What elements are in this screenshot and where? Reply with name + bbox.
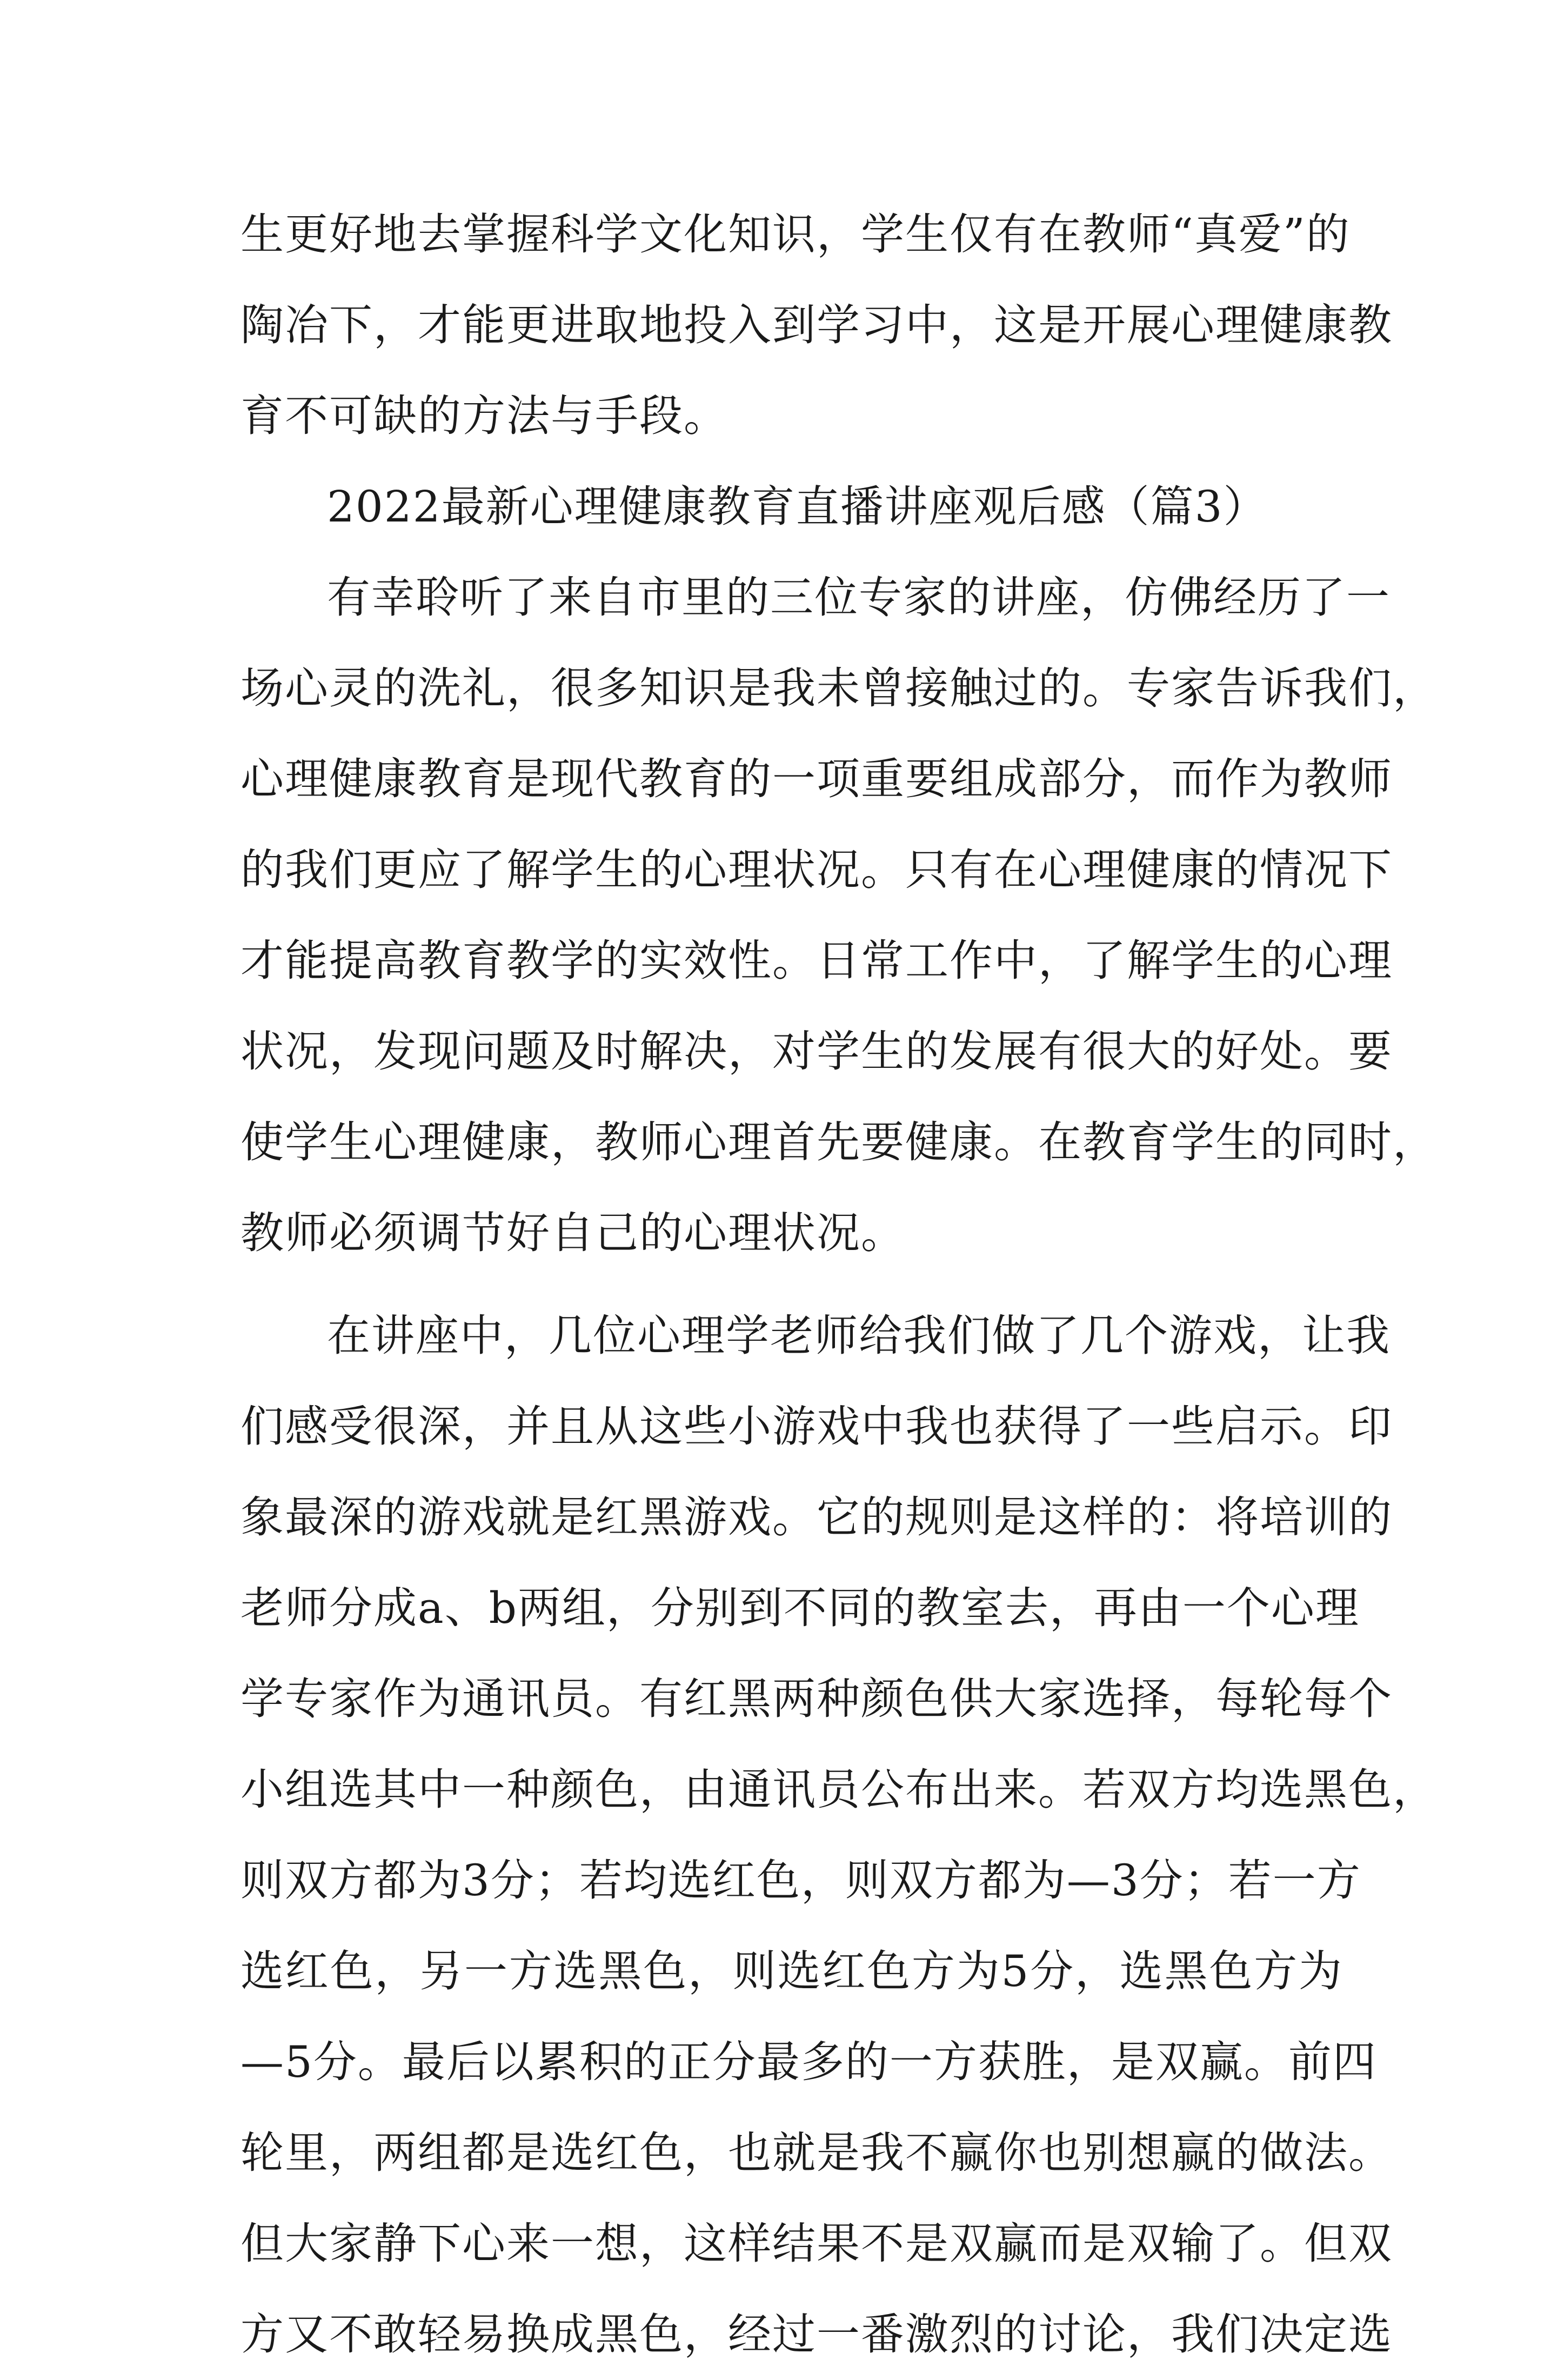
- paragraph-line: 象最深的游戏就是红黑游戏。它的规则是这样的：将培训的: [240, 1492, 1393, 1542]
- paragraph-line: 生更好地去掌握科学文化知识，学生仅有在教师“真爱”的: [240, 209, 1351, 259]
- paragraph-line: 轮里，两组都是选红色，也就是我不赢你也别想赢的做法。: [240, 2128, 1393, 2178]
- paragraph-line: 状况，发现问题及时解决，对学生的发展有很大的好处。要: [240, 1026, 1393, 1077]
- paragraph-line: 场心灵的洗礼，很多知识是我未曾接触过的。专家告诉我们，: [240, 663, 1437, 713]
- paragraph-line: 使学生心理健康，教师心理首先要健康。在教育学生的同时，: [240, 1117, 1437, 1167]
- paragraph-line: 在讲座中，几位心理学老师给我们做了几个游戏，让我: [327, 1311, 1391, 1361]
- paragraph-line: 学专家作为通讯员。有红黑两种颜色供大家选择，每轮每个: [240, 1674, 1393, 1724]
- paragraph-line: 心理健康教育是现代教育的一项重要组成部分，而作为教师: [240, 754, 1393, 804]
- paragraph-line: 有幸聆听了来自市里的三位专家的讲座，仿佛经历了一: [327, 572, 1391, 623]
- paragraph-line: 的我们更应了解学生的心理状况。只有在心理健康的情况下: [240, 845, 1393, 895]
- paragraph-line: 老师分成a、b两组，分别到不同的教室去，再由一个心理: [240, 1583, 1360, 1633]
- body-text: [240, 189, 1437, 2380]
- section-heading: 2022最新心理健康教育直播讲座观后感（篇3）: [327, 482, 1268, 532]
- paragraph-line: 才能提高教育教学的实效性。日常工作中，了解学生的心理: [240, 935, 1393, 986]
- paragraph-line: 教师必须调节好自己的心理状况。: [240, 1208, 905, 1258]
- paragraph-line: 们感受很深，并且从这些小游戏中我也获得了一些启示。印: [240, 1401, 1393, 1452]
- paragraph-line: 育不可缺的方法与手段。: [240, 391, 728, 441]
- paragraph-line: —5分。最后以累积的正分最多的一方获胜，是双赢。前四: [240, 2037, 1377, 2087]
- paragraph-line: 选红色，另一方选黑色，则选红色方为5分，选黑色方为: [240, 1946, 1343, 1996]
- paragraph-line: 方又不敢轻易换成黑色，经过一番激烈的讨论，我们决定选: [240, 2309, 1393, 2359]
- paragraph-line: 小组选其中一种颜色，由通讯员公布出来。若双方均选黑色，: [240, 1764, 1437, 1815]
- paragraph-spacer: [240, 1279, 1343, 1291]
- paragraph-line: 但大家静下心来一想，这样结果不是双赢而是双输了。但双: [240, 2218, 1393, 2269]
- paragraph-line: 陶冶下，才能更进取地投入到学习中，这是开展心理健康教: [240, 300, 1393, 350]
- paragraph-line: 则双方都为3分；若均选红色，则双方都为—3分；若一方: [240, 1855, 1361, 1906]
